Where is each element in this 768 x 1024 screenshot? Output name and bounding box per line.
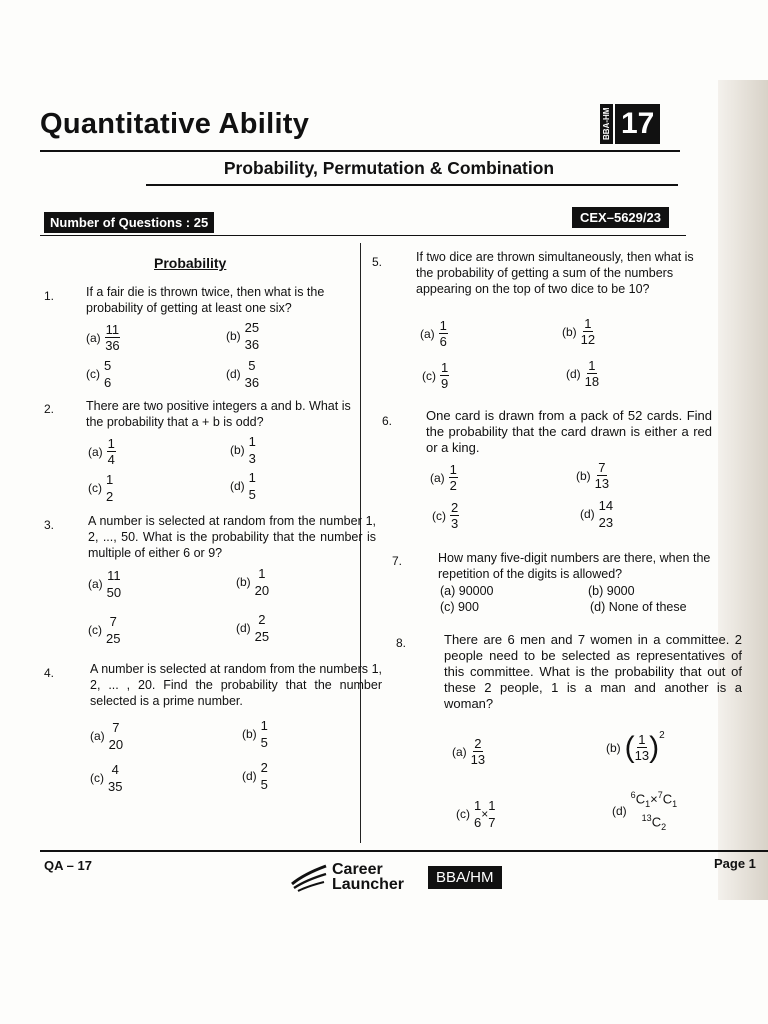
c-symbol: C [662, 791, 673, 807]
denominator: 36 [244, 337, 260, 352]
denominator: 50 [106, 585, 122, 600]
chapter-tag [600, 104, 660, 144]
option-a [430, 462, 458, 493]
question-text: A number is selected at random from the number 1, 2, ..., 50. What is the probability that the number is multiple of either 6 or 9? [88, 514, 376, 560]
numerator: 2 [474, 736, 482, 751]
option-c [88, 614, 120, 646]
denominator: 23 [598, 515, 614, 530]
option-c [432, 500, 459, 531]
option-a [90, 720, 123, 752]
question-number: 4. [44, 666, 55, 680]
numerator: 1 [441, 360, 449, 375]
brand-line-2: Launcher [332, 876, 405, 893]
fraction [106, 614, 120, 646]
denominator: 2 [449, 478, 457, 493]
chapter-subtitle: Probability, Permutation & Combination [223, 158, 555, 178]
exponent: 2 [659, 730, 665, 741]
option-d: (d) None of these [590, 600, 687, 614]
denominator: 13 [594, 476, 610, 491]
option-d [236, 612, 269, 644]
option-label: (d) [612, 803, 627, 818]
paper-code-badge: CEX–5629/23 [572, 207, 669, 228]
numerator: 1 [248, 470, 256, 485]
denominator: 12 [580, 332, 596, 347]
denominator: 9 [441, 376, 449, 391]
denominator: 35 [108, 779, 123, 794]
page-edge-shadow [718, 80, 768, 900]
question-text: There are 6 men and 7 women in a committee. 2 people need to be selected as representatives of this committee. What is the probability that out of these 2 people, 1 is a man and another is a woman? [444, 632, 742, 711]
top-rule [40, 235, 686, 236]
numerator: 7 [598, 460, 606, 475]
option-label: (c) [422, 368, 436, 383]
question-number: 3. [44, 518, 55, 532]
option-c [456, 798, 495, 830]
left-paren: ( [624, 730, 635, 764]
option-label: (a) [452, 744, 467, 759]
combination-numerator [631, 790, 677, 809]
option-b [606, 732, 665, 763]
header-rule [40, 150, 680, 152]
numerator: 5 [104, 358, 112, 373]
option-label: (c) [86, 367, 100, 381]
denominator: 6 [474, 815, 482, 830]
footer-page-number: Page 1 [714, 856, 756, 871]
fraction [474, 798, 481, 830]
denominator: 4 [107, 452, 115, 467]
fraction [488, 798, 495, 830]
denominator: 36 [244, 375, 260, 390]
option-b: (b) 9000 [588, 584, 635, 598]
numerator: 1 [260, 718, 268, 733]
fraction [595, 460, 609, 491]
fraction [599, 498, 613, 530]
fraction [255, 612, 269, 644]
fraction [249, 470, 256, 502]
numerator: 1 [248, 434, 256, 449]
denominator: 36 [105, 338, 120, 353]
fraction [107, 568, 121, 600]
fraction [105, 322, 121, 353]
option-d [230, 470, 256, 502]
c-symbol: C [635, 791, 646, 807]
option-d [242, 760, 268, 792]
question-text: How many five-digit numbers are there, when the repetition of the digits is allowed? [438, 551, 711, 581]
option-a [88, 568, 121, 600]
numerator: 5 [248, 358, 256, 373]
question-number: 5. [372, 255, 383, 269]
numerator: 1 [258, 566, 266, 581]
times-sign: × [481, 807, 489, 821]
question-text: If a fair die is thrown twice, then what is the probability of getting at least one six? [86, 285, 325, 315]
fraction [108, 762, 122, 794]
option-a [86, 322, 120, 353]
section-heading: Probability [154, 255, 227, 271]
denominator: 20 [254, 583, 270, 598]
option-d [566, 358, 599, 389]
numerator: 2 [260, 760, 268, 775]
question-text: A number is selected at random from the numbers 1, 2, ... , 20. Find the probability that the number selected is a prime number. [90, 662, 382, 708]
brand-name [332, 862, 404, 892]
numerator: 1 [588, 358, 596, 373]
fraction [106, 472, 113, 504]
question-number: 1. [44, 289, 55, 303]
option-label: (a) [88, 444, 103, 459]
question-text: One card is drawn from a pack of 52 cards. Find the probability that the card drawn is either a red or a king. [426, 408, 712, 455]
option-label: (b) [230, 443, 245, 457]
fraction [585, 358, 599, 389]
numerator: 1 [474, 798, 482, 813]
option-label: (b) [236, 575, 251, 589]
option-label: (a) [430, 470, 445, 485]
denominator: 3 [248, 451, 256, 466]
option-label: (d) [226, 367, 241, 381]
option-a [420, 318, 448, 349]
option-label: (b) [242, 727, 257, 741]
option-b [576, 460, 609, 491]
superscript: 6 [630, 790, 636, 800]
option-a: (a) 90000 [440, 584, 494, 598]
question-number: 2. [44, 402, 55, 416]
chapter-number: 17 [615, 104, 660, 144]
fraction [261, 718, 268, 750]
option-a [452, 736, 485, 767]
numerator: 2 [451, 500, 459, 515]
option-c: (c) 900 [440, 600, 479, 614]
option-c [88, 472, 113, 504]
denominator: 6 [439, 334, 447, 349]
numerator: 1 [638, 732, 646, 747]
option-label: (b) [226, 329, 241, 343]
option-label: (b) [606, 740, 621, 755]
fraction [104, 358, 111, 390]
denominator: 5 [260, 777, 268, 792]
option-label: (d) [230, 479, 245, 493]
footer-page-code: QA – 17 [44, 858, 92, 873]
subscript: 1 [645, 798, 651, 809]
option-label: (c) [88, 623, 102, 637]
option-b [242, 718, 268, 750]
numerator: 11 [105, 322, 120, 337]
option-label: (b) [576, 468, 591, 483]
denominator: 3 [451, 516, 459, 531]
fraction [255, 566, 269, 598]
option-label: (c) [88, 481, 102, 495]
option-label: (d) [242, 769, 257, 783]
option-label: (a) [88, 577, 103, 591]
question-text: If two dice are thrown simultaneously, then what is the probability of getting a sum of the numbers appearing on the top of two dice to be 10? [416, 250, 694, 296]
right-paren: ) [649, 730, 660, 764]
option-d [580, 498, 613, 530]
fraction [440, 360, 449, 391]
questions-count-badge: Number of Questions : 25 [44, 212, 214, 233]
fraction [449, 462, 458, 493]
denominator: 6 [104, 375, 112, 390]
chapter-tag-side: BBA-HM [600, 104, 613, 144]
swoosh-logo-icon [290, 862, 328, 892]
combination-fraction [631, 790, 677, 832]
option-label: (d) [566, 366, 581, 381]
combination-denominator [642, 813, 666, 832]
fraction [450, 500, 459, 531]
denominator: 25 [106, 631, 121, 646]
numerator: 1 [488, 798, 496, 813]
option-label: (b) [562, 324, 577, 339]
option-b [226, 320, 259, 352]
numerator: 7 [109, 614, 117, 629]
brand-badge: BBA/HM [428, 866, 502, 889]
fraction [107, 436, 116, 467]
fraction [439, 318, 448, 349]
subscript: 1 [672, 798, 678, 809]
option-label: (a) [86, 330, 101, 345]
numerator: 11 [107, 568, 121, 583]
option-label: (c) [432, 508, 446, 523]
denominator: 5 [248, 487, 256, 502]
numerator: 1 [107, 436, 115, 451]
numerator: 1 [106, 472, 114, 487]
option-c [422, 360, 449, 391]
question-number: 6. [382, 414, 393, 428]
denominator: 25 [254, 629, 270, 644]
denominator: 13 [634, 748, 650, 763]
fraction [249, 434, 256, 466]
denominator: 20 [108, 737, 124, 752]
times-sign: × [650, 791, 658, 807]
option-b [562, 316, 595, 347]
denominator: 5 [260, 735, 268, 750]
option-label: (d) [236, 621, 251, 635]
superscript: 7 [657, 790, 663, 800]
numerator: 14 [598, 498, 614, 513]
option-c [90, 762, 122, 794]
denominator: 18 [584, 374, 600, 389]
page-title: Quantitative Ability [40, 108, 310, 140]
brand-line-1: Career [332, 861, 383, 878]
option-label: (c) [90, 771, 104, 785]
numerator: 4 [111, 762, 119, 777]
fraction [635, 732, 649, 763]
numerator: 25 [244, 320, 260, 335]
option-a [88, 436, 116, 467]
denominator: 7 [488, 815, 496, 830]
option-label: (d) [580, 507, 595, 521]
question-text: There are two positive integers a and b. What is the probability that a + b is odd? [86, 399, 351, 429]
question-number: 7. [392, 554, 403, 568]
superscript: 13 [641, 812, 652, 823]
option-b [236, 566, 269, 598]
option-c [86, 358, 111, 390]
fraction [245, 358, 259, 390]
numerator: 2 [258, 612, 266, 627]
numerator: 7 [112, 720, 120, 735]
numerator: 1 [584, 316, 592, 331]
option-label: (a) [90, 729, 105, 743]
question-number: 8. [396, 636, 407, 650]
fraction [109, 720, 123, 752]
numerator: 1 [439, 318, 447, 333]
denominator: 13 [470, 752, 486, 767]
option-label: (c) [456, 807, 470, 821]
c-symbol: C [651, 814, 662, 830]
numerator: 1 [449, 462, 457, 477]
fraction [471, 736, 485, 767]
fraction [245, 320, 259, 352]
option-d [612, 790, 677, 832]
option-d [226, 358, 259, 390]
subtitle-rule [146, 184, 678, 186]
subscript: 2 [661, 821, 667, 832]
option-label: (a) [420, 326, 435, 341]
option-b [230, 434, 256, 466]
fraction [261, 760, 268, 792]
fraction [581, 316, 595, 347]
denominator: 2 [106, 489, 114, 504]
brand-logo [290, 862, 404, 892]
footer-rule [40, 850, 768, 852]
